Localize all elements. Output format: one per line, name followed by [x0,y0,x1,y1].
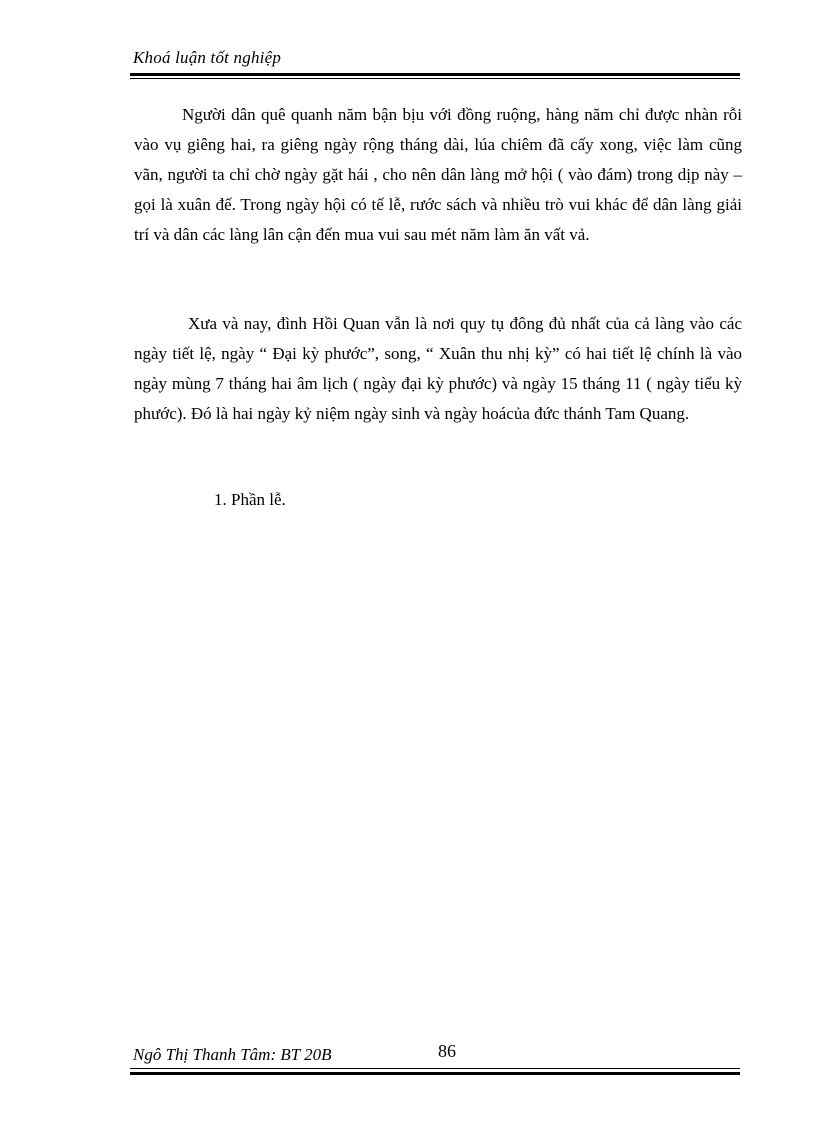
footer-author: Ngô Thị Thanh Tâm: BT 20B [133,1045,332,1064]
header-title: Khoá luận tốt nghiệp [133,48,282,67]
body-paragraph-2: Xưa và nay, đình Hồi Quan vẫn là nơi quy tụ đông đủ nhất của cả làng vào các ngày tiết lệ, ngày “ Đại kỳ phước”, song, “ Xuân thu nhị kỳ” có hai tiết lệ chính là vào ngày mùng 7 tháng hai âm lịch ( ngày đại kỳ phước) và ngày 15 tháng 11 ( ngày tiểu kỳ phước). Đó là hai ngày kỷ niệm ngày sinh và ngày hoácủa đức thánh Tam Quang. [134,314,742,423]
page-number: 86 [438,1041,456,1061]
header-rule-thin [130,78,740,79]
body-paragraph-1: Người dân quê quanh năm bận bịu với đồng ruộng, hàng năm chỉ được nhàn rỗi vào vụ giêng hai, ra giêng ngày rộng tháng dài, lúa chiêm đã cấy xong, việc làm cũng vãn, người ta chỉ chờ ngày gặt hái , cho nên dân làng mở hội ( vào đám) trong dịp này – gọi là xuân đế. Trong ngày hội có tế lễ, rước sách và nhiều trò vui khác để dân làng giải trí và dân các làng lân cận đến mua vui sau mét năm làm ăn vất vả. [134,105,742,244]
header-rule-thick [130,73,740,76]
section-heading: 1. Phần lễ. [214,490,286,509]
footer-rule-thin [130,1068,740,1069]
footer-rule-thick [130,1072,740,1075]
